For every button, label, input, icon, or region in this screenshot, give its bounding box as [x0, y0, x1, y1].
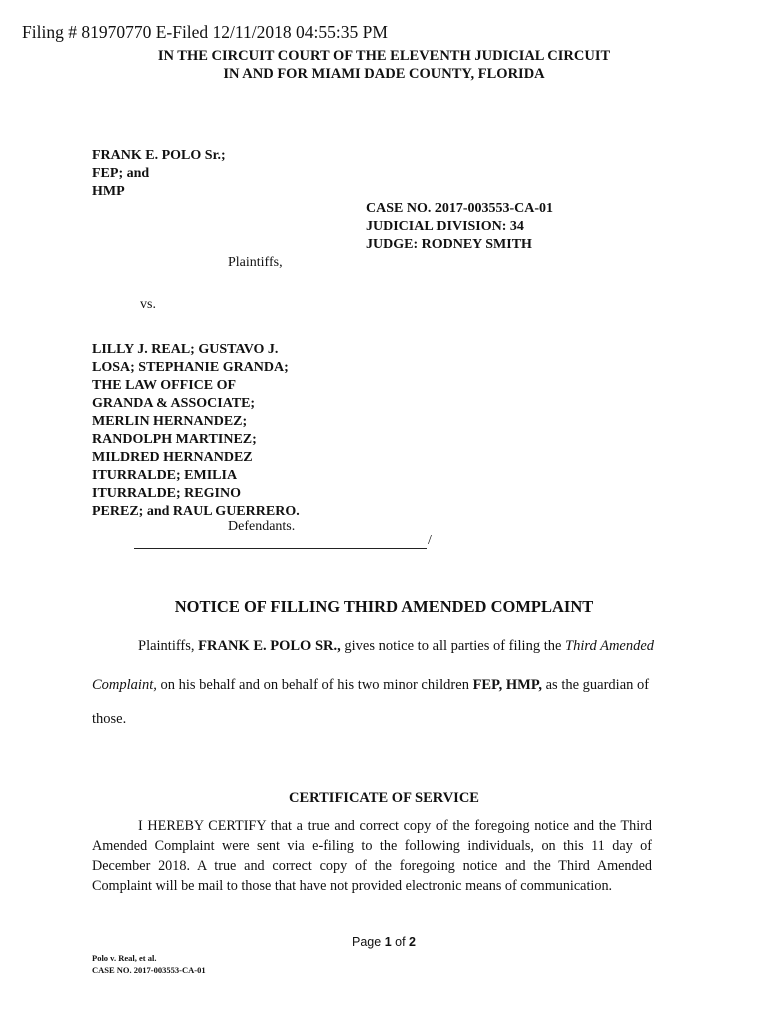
- court-heading-line-1: IN THE CIRCUIT COURT OF THE ELEVENTH JUDICIAL CIRCUIT: [157, 48, 611, 64]
- defendant-line: LOSA; STEPHANIE GRANDA;: [92, 360, 289, 375]
- notice-paragraph-line-2: [92, 677, 649, 694]
- document-title-italic: Complaint,: [92, 677, 157, 693]
- plaintiff-line: FEP; and: [92, 166, 150, 181]
- footer-case-number: CASE NO. 2017-003553-CA-01: [92, 965, 206, 975]
- defendant-line: LILLY J. REAL; GUSTAVO J.: [92, 342, 279, 357]
- defendants-label: Defendants.: [228, 519, 296, 534]
- page-label: Page: [352, 935, 385, 949]
- defendant-line: ITURRALDE; REGINO: [92, 486, 241, 501]
- defendant-names: [92, 341, 300, 521]
- filing-header: Filing # 81970770 E-Filed 12/11/2018 04:55:35 PM: [22, 22, 388, 42]
- footer-case-caption: Polo v. Real, et al.: [92, 953, 157, 963]
- total-pages: 2: [409, 935, 416, 949]
- case-number: CASE NO. 2017-003553-CA-01: [366, 201, 554, 216]
- defendant-line: THE LAW OFFICE OF: [92, 378, 237, 393]
- defendant-line: ITURRALDE; EMILIA: [92, 468, 238, 483]
- certificate-title: CERTIFICATE OF SERVICE: [289, 790, 479, 806]
- document-title-italic: Third Amended: [565, 638, 655, 654]
- notice-text: on his behalf and on behalf of his two minor children: [156, 677, 473, 693]
- notice-title: NOTICE OF FILLING THIRD AMENDED COMPLAINT: [174, 597, 594, 616]
- judge-name: JUDGE: RODNEY SMITH: [366, 237, 532, 252]
- defendant-line: GRANDA & ASSOCIATE;: [92, 396, 256, 411]
- page-number: [0, 935, 768, 949]
- plaintiff-name-bold: FRANK E. POLO SR.,: [198, 638, 341, 654]
- case-info: [366, 200, 553, 254]
- signature-slash: /: [428, 533, 432, 548]
- notice-text: as the guardian of: [542, 677, 650, 693]
- defendant-line: PEREZ; and RAUL GUERRERO.: [92, 504, 300, 519]
- notice-paragraph-line-1: [138, 638, 654, 655]
- notice-text: gives notice to all parties of filing the: [340, 638, 566, 654]
- plaintiffs-label: Plaintiffs,: [228, 255, 283, 270]
- notice-text: Plaintiffs,: [138, 638, 199, 654]
- defendant-line: MERLIN HERNANDEZ;: [92, 414, 248, 429]
- signature-line: [134, 548, 427, 549]
- plaintiff-names: [92, 147, 226, 201]
- plaintiff-line: FRANK E. POLO Sr.;: [92, 148, 226, 163]
- certificate-text: I HEREBY CERTIFY that a true and correct copy of the foregoing notice and the Third Amended Complaint were sent via e-filing to the following individuals, on this 11 day of December 2018. A true and correct copy of the foregoing notice and the Third Amended Complaint will be mail to those that have not provided electronic means of communication.: [92, 818, 652, 894]
- children-initials-bold: FEP, HMP,: [472, 677, 542, 693]
- court-heading-line-2: IN AND FOR MIAMI DADE COUNTY, FLORIDA: [223, 66, 545, 82]
- defendant-line: RANDOLPH MARTINEZ;: [92, 432, 257, 447]
- plaintiff-line: HMP: [92, 184, 125, 199]
- versus: vs.: [140, 297, 156, 312]
- notice-paragraph-line-3: those.: [92, 711, 127, 727]
- page-of: of: [391, 935, 410, 949]
- current-page: 1: [384, 935, 392, 949]
- certificate-body: [92, 816, 652, 896]
- judicial-division: JUDICIAL DIVISION: 34: [366, 219, 524, 234]
- defendant-line: MILDRED HERNANDEZ: [92, 450, 253, 465]
